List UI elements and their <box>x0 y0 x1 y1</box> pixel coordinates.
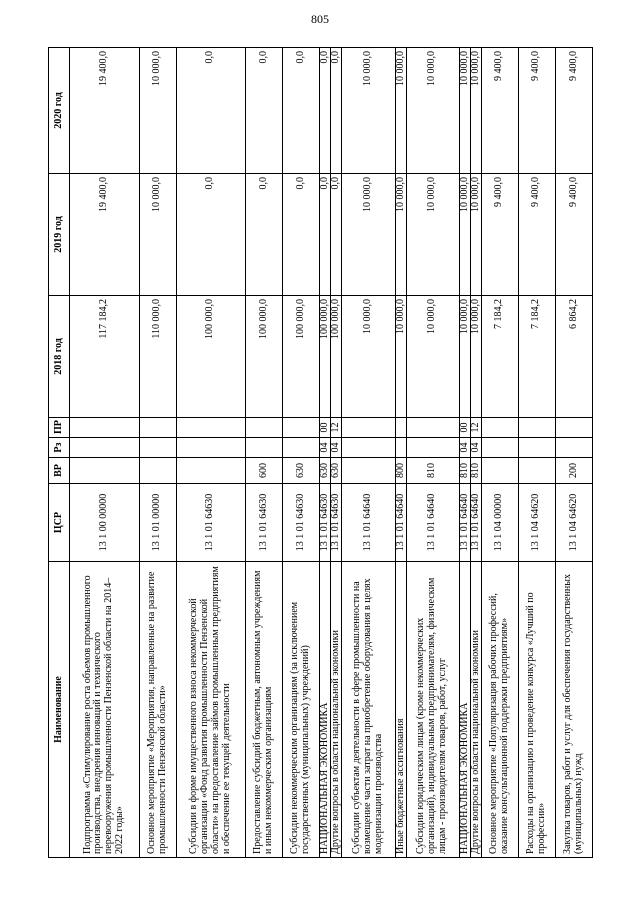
row-pr <box>246 418 283 438</box>
row-2020: 10 000,0 <box>470 48 481 174</box>
row-2019: 0,0 <box>283 174 320 296</box>
header-vr: ВР <box>49 458 70 484</box>
row-vr <box>518 458 555 484</box>
table-row <box>518 48 555 858</box>
row-pr <box>70 418 140 438</box>
row-pr <box>406 418 459 438</box>
table-row <box>481 48 518 858</box>
table-row <box>406 48 459 858</box>
row-pr: 00 <box>459 418 470 438</box>
row-2019: 0,0 <box>320 174 331 296</box>
row-2019: 10 000,0 <box>470 174 481 296</box>
row-rz <box>481 438 518 458</box>
row-name: Субсидии некоммерческим организациям (за исключением государственных (муниципальных) учреждений) <box>283 562 320 858</box>
row-2019: 9 400,0 <box>555 174 592 296</box>
row-2020: 9 400,0 <box>481 48 518 174</box>
row-2018: 100 000,0 <box>283 296 320 418</box>
row-2019: 9 400,0 <box>481 174 518 296</box>
row-2018: 10 000,0 <box>459 296 470 418</box>
row-2020: 10 000,0 <box>406 48 459 174</box>
row-2018: 10 000,0 <box>395 296 406 418</box>
row-rz <box>555 438 592 458</box>
row-vr: 630 <box>331 458 342 484</box>
header-2018: 2018 год <box>49 296 70 418</box>
row-name: Субсидии субъектам деятельности в сфере промышленности на возмещение части затрат на приобретение оборудования в целях модернизации производства <box>342 562 395 858</box>
table-row <box>283 48 320 858</box>
row-vr: 200 <box>555 458 592 484</box>
row-pr <box>139 418 176 438</box>
row-csr: 13 1 01 64640 <box>395 484 406 562</box>
row-vr: 810 <box>459 458 470 484</box>
header-name: Наименование <box>49 562 70 858</box>
row-pr <box>518 418 555 438</box>
row-pr <box>555 418 592 438</box>
row-name: Основное мероприятие «Мероприятия, направленные на развитие промышленности Пензенской области» <box>139 562 176 858</box>
row-pr <box>395 418 406 438</box>
table-row <box>139 48 176 858</box>
table-row <box>395 48 406 858</box>
page-number: 805 <box>311 12 329 26</box>
row-2019: 9 400,0 <box>518 174 555 296</box>
row-2020: 0,0 <box>331 48 342 174</box>
row-2020: 0,0 <box>176 48 246 174</box>
table-header-row <box>49 48 70 858</box>
row-csr: 13 1 01 64630 <box>283 484 320 562</box>
row-csr: 13 1 01 64630 <box>331 484 342 562</box>
row-name: Другие вопросы в области национальной экономики <box>470 562 481 858</box>
row-2019: 10 000,0 <box>139 174 176 296</box>
row-vr <box>342 458 395 484</box>
row-rz: 04 <box>320 438 331 458</box>
header-rz: Рз <box>49 438 70 458</box>
row-2018: 10 000,0 <box>342 296 395 418</box>
row-name: Субсидии в форме имущественного взноса некоммерческой организации «Фонд развития промышленности Пензенской области» на предоставление займов промышленным предприятиям и обеспечение ее текущей деятельности <box>176 562 246 858</box>
row-2019: 10 000,0 <box>395 174 406 296</box>
row-pr <box>283 418 320 438</box>
row-vr <box>70 458 140 484</box>
row-name: Основное мероприятие «Популяризация рабочих профессий, оказание консультационной поддержки предприятиям» <box>481 562 518 858</box>
table-row <box>246 48 283 858</box>
header-pr: ПР <box>49 418 70 438</box>
row-pr: 00 <box>320 418 331 438</box>
row-rz <box>176 438 246 458</box>
table-row <box>470 48 481 858</box>
row-rz <box>70 438 140 458</box>
row-vr: 810 <box>470 458 481 484</box>
row-2018: 100 000,0 <box>246 296 283 418</box>
row-2018: 100 000,0 <box>320 296 331 418</box>
row-rz <box>342 438 395 458</box>
row-2018: 10 000,0 <box>406 296 459 418</box>
row-rz <box>283 438 320 458</box>
row-2018: 110 000,0 <box>139 296 176 418</box>
rotated-table-container <box>48 48 593 858</box>
row-rz <box>139 438 176 458</box>
row-pr <box>481 418 518 438</box>
row-2019: 10 000,0 <box>406 174 459 296</box>
row-2018: 7 184,2 <box>481 296 518 418</box>
row-vr: 630 <box>320 458 331 484</box>
row-vr: 630 <box>283 458 320 484</box>
row-name: Расходы на организацию и проведение конкурса «Лучший по профессии» <box>518 562 555 858</box>
row-2020: 0,0 <box>246 48 283 174</box>
table-row <box>342 48 395 858</box>
row-2020: 9 400,0 <box>518 48 555 174</box>
row-name: Закупка товаров, работ и услуг для обеспечения государственных (муниципальных) нужд <box>555 562 592 858</box>
row-pr <box>176 418 246 438</box>
table-row <box>176 48 246 858</box>
header-2019: 2019 год <box>49 174 70 296</box>
row-csr: 13 1 01 64640 <box>342 484 395 562</box>
row-csr: 13 1 04 00000 <box>481 484 518 562</box>
row-rz <box>518 438 555 458</box>
row-2020: 10 000,0 <box>139 48 176 174</box>
row-rz <box>246 438 283 458</box>
row-name: НАЦИОНАЛЬНАЯ ЭКОНОМИКА <box>320 562 331 858</box>
row-name: Предоставление субсидий бюджетным, автономным учреждениям и иным некоммерческим организациям <box>246 562 283 858</box>
row-2020: 10 000,0 <box>342 48 395 174</box>
table-row <box>320 48 331 858</box>
row-name: Субсидии юридическим лицам (кроме некоммерческих организаций), индивидуальным предпринимателям, физическим лицам - производителям товаров, работ, услуг <box>406 562 459 858</box>
row-2019: 0,0 <box>176 174 246 296</box>
row-2019: 0,0 <box>246 174 283 296</box>
table-row <box>459 48 470 858</box>
table-row <box>331 48 342 858</box>
row-csr: 13 1 01 64630 <box>176 484 246 562</box>
row-2018: 117 184,2 <box>70 296 140 418</box>
row-vr <box>481 458 518 484</box>
header-csr: ЦСР <box>49 484 70 562</box>
budget-table <box>48 47 593 858</box>
row-2019: 19 400,0 <box>70 174 140 296</box>
row-name: Иные бюджетные ассигнования <box>395 562 406 858</box>
row-2020: 10 000,0 <box>395 48 406 174</box>
row-2020: 19 400,0 <box>70 48 140 174</box>
row-pr <box>342 418 395 438</box>
row-vr: 600 <box>246 458 283 484</box>
row-2018: 6 864,2 <box>555 296 592 418</box>
row-csr: 13 1 04 64620 <box>518 484 555 562</box>
row-2019: 10 000,0 <box>342 174 395 296</box>
row-csr: 13 1 04 64620 <box>555 484 592 562</box>
row-vr: 810 <box>406 458 459 484</box>
row-csr: 13 1 01 64630 <box>320 484 331 562</box>
row-2018: 10 000,0 <box>470 296 481 418</box>
row-rz <box>406 438 459 458</box>
row-csr: 13 1 01 64640 <box>470 484 481 562</box>
row-vr <box>139 458 176 484</box>
table-row <box>70 48 140 858</box>
row-2019: 10 000,0 <box>459 174 470 296</box>
row-rz: 04 <box>459 438 470 458</box>
row-vr: 800 <box>395 458 406 484</box>
header-2020: 2020 год <box>49 48 70 174</box>
row-csr: 13 1 00 00000 <box>70 484 140 562</box>
row-vr <box>176 458 246 484</box>
row-2019: 0,0 <box>331 174 342 296</box>
row-2018: 100 000,0 <box>176 296 246 418</box>
row-csr: 13 1 01 64640 <box>459 484 470 562</box>
row-rz: 04 <box>470 438 481 458</box>
row-2020: 0,0 <box>320 48 331 174</box>
row-name: Подпрограмма «Стимулирование роста объемов промышленного производства, внедрения инноваций и технического перевооружения промышленности Пензенской области на 2014–2022 годы» <box>70 562 140 858</box>
row-rz <box>395 438 406 458</box>
row-2018: 7 184,2 <box>518 296 555 418</box>
row-csr: 13 1 01 64640 <box>406 484 459 562</box>
row-csr: 13 1 01 00000 <box>139 484 176 562</box>
row-2020: 10 000,0 <box>459 48 470 174</box>
row-2020: 9 400,0 <box>555 48 592 174</box>
row-pr: 12 <box>470 418 481 438</box>
row-rz: 04 <box>331 438 342 458</box>
table-row <box>555 48 592 858</box>
row-csr: 13 1 01 64630 <box>246 484 283 562</box>
row-name: Другие вопросы в области национальной экономики <box>331 562 342 858</box>
row-2018: 100 000,0 <box>331 296 342 418</box>
row-name: НАЦИОНАЛЬНАЯ ЭКОНОМИКА <box>459 562 470 858</box>
row-pr: 12 <box>331 418 342 438</box>
row-2020: 0,0 <box>283 48 320 174</box>
